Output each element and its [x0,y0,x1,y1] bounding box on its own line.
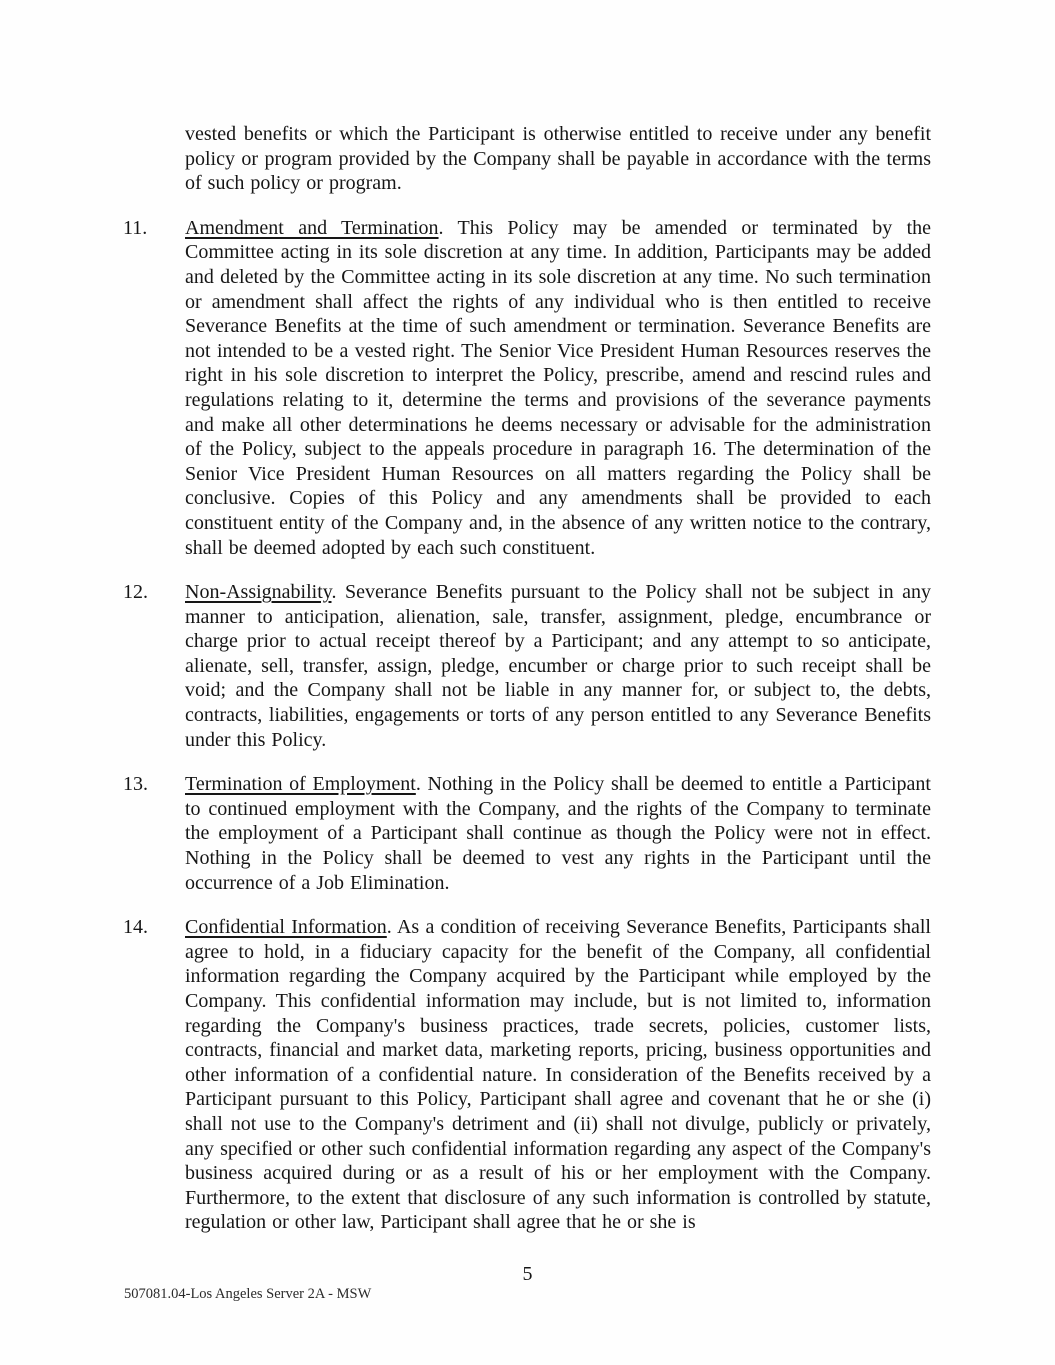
numbered-paragraph-13 [123,772,931,895]
paragraph-body-text: . Severance Benefits pursuant to the Policy shall not be subject in any manner to anticipation, alienation, sale, transfer, assignment, pledge, encumbrance or charge prior to actual receipt thereof by a Participant; and any attempt to so anticipate, alienate, sell, transfer, assign, pledge, encumber or charge prior to such receipt shall be void; and the Company shall not be liable in any manner for, or subject to, the debts, contracts, liabilities, engagements or torts of any person entitled to any Severance Benefits under this Policy. [185,581,931,751]
paragraph-body-text: . As a condition of receiving Severance Benefits, Participants shall agree to hold, in a fiduciary capacity for the benefit of the Company, all confidential information regarding the Company acquired by the Participant while employed by the Company. This confidential information may include, but is not limited to, information regarding the Company's business practices, trade secrets, policies, customer lists, contracts, financial and market data, marketing reports, pricing, business opportunities and other information of a confidential nature. In consideration of the Benefits received by a Participant pursuant to this Policy, Participant shall agree and covenant that he or she (i) shall not use to the Company's detriment and (ii) shall not divulge, publicly or privately, any specified or other such confidential information regarding any aspect of the Company's business acquired during or as a result of his or her employment with the Company. Furthermore, to the extent that disclosure of any such information is controlled by statute, regulation or other law, Participant shall agree that he or she is [185,916,931,1234]
paragraph-heading: Amendment and Termination [185,216,439,239]
paragraph-number: 14. [123,916,148,939]
paragraph-number: 11. [123,216,148,239]
page-number: 5 [522,1263,533,1285]
paragraph-number: 13. [123,773,148,796]
document-id: 507081.04-Los Angeles Server 2A - MSW [124,1286,372,1302]
continuation-text: vested benefits or which the Participant is otherwise entitled to receive under any benefit policy or program provided by the Company shall be payable in accordance with the terms of such policy or program. [185,123,931,195]
paragraph-heading: Non-Assignability [185,581,332,604]
paragraph-heading: Confidential Information [185,916,387,939]
paragraph-continuation [185,122,931,196]
numbered-paragraph-14 [123,915,931,1235]
paragraph-heading: Termination of Employment [185,773,416,796]
paragraph-number: 12. [123,581,148,604]
numbered-paragraph-12 [123,580,931,752]
numbered-paragraph-11 [123,216,932,560]
paragraph-body-text: . Nothing in the Policy shall be deemed to entitle a Participant to continued employment with the Company, and the rights of the Company to terminate the employment of a Participant shall continue as though the Policy were not in effect. Nothing in the Policy shall be deemed to vest any rights in the Participant until the occurrence of a Job Elimination. [185,773,931,894]
paragraph-body-text: . This Policy may be amended or terminated by the Committee acting in its sole discretion at any time. In addition, Participants may be added and deleted by the Committee acting in its sole discretion at any time. No such termination or amendment shall affect the rights of any individual who is then entitled to receive Severance Benefits at the time of such amendment or termination. Severance Benefits are not intended to be a vested right. The Senior Vice President Human Resources reserves the right in his sole discretion to interpret the Policy, prescribe, amend and rescind rules and regulations relating to it, determine the terms and provisions of the severance payments and make all other determinations he deems necessary or advisable for the administration of the Policy, subject to the appeals procedure in paragraph 16. The determination of the Senior Vice President Human Resources on all matters regarding the Policy shall be conclusive. Copies of this Policy and any amendments shall be provided to each constituent entity of the Company and, in the absence of any written notice to the contrary, shall be deemed adopted by each such constituent. [185,216,932,559]
document-body [123,122,932,1235]
